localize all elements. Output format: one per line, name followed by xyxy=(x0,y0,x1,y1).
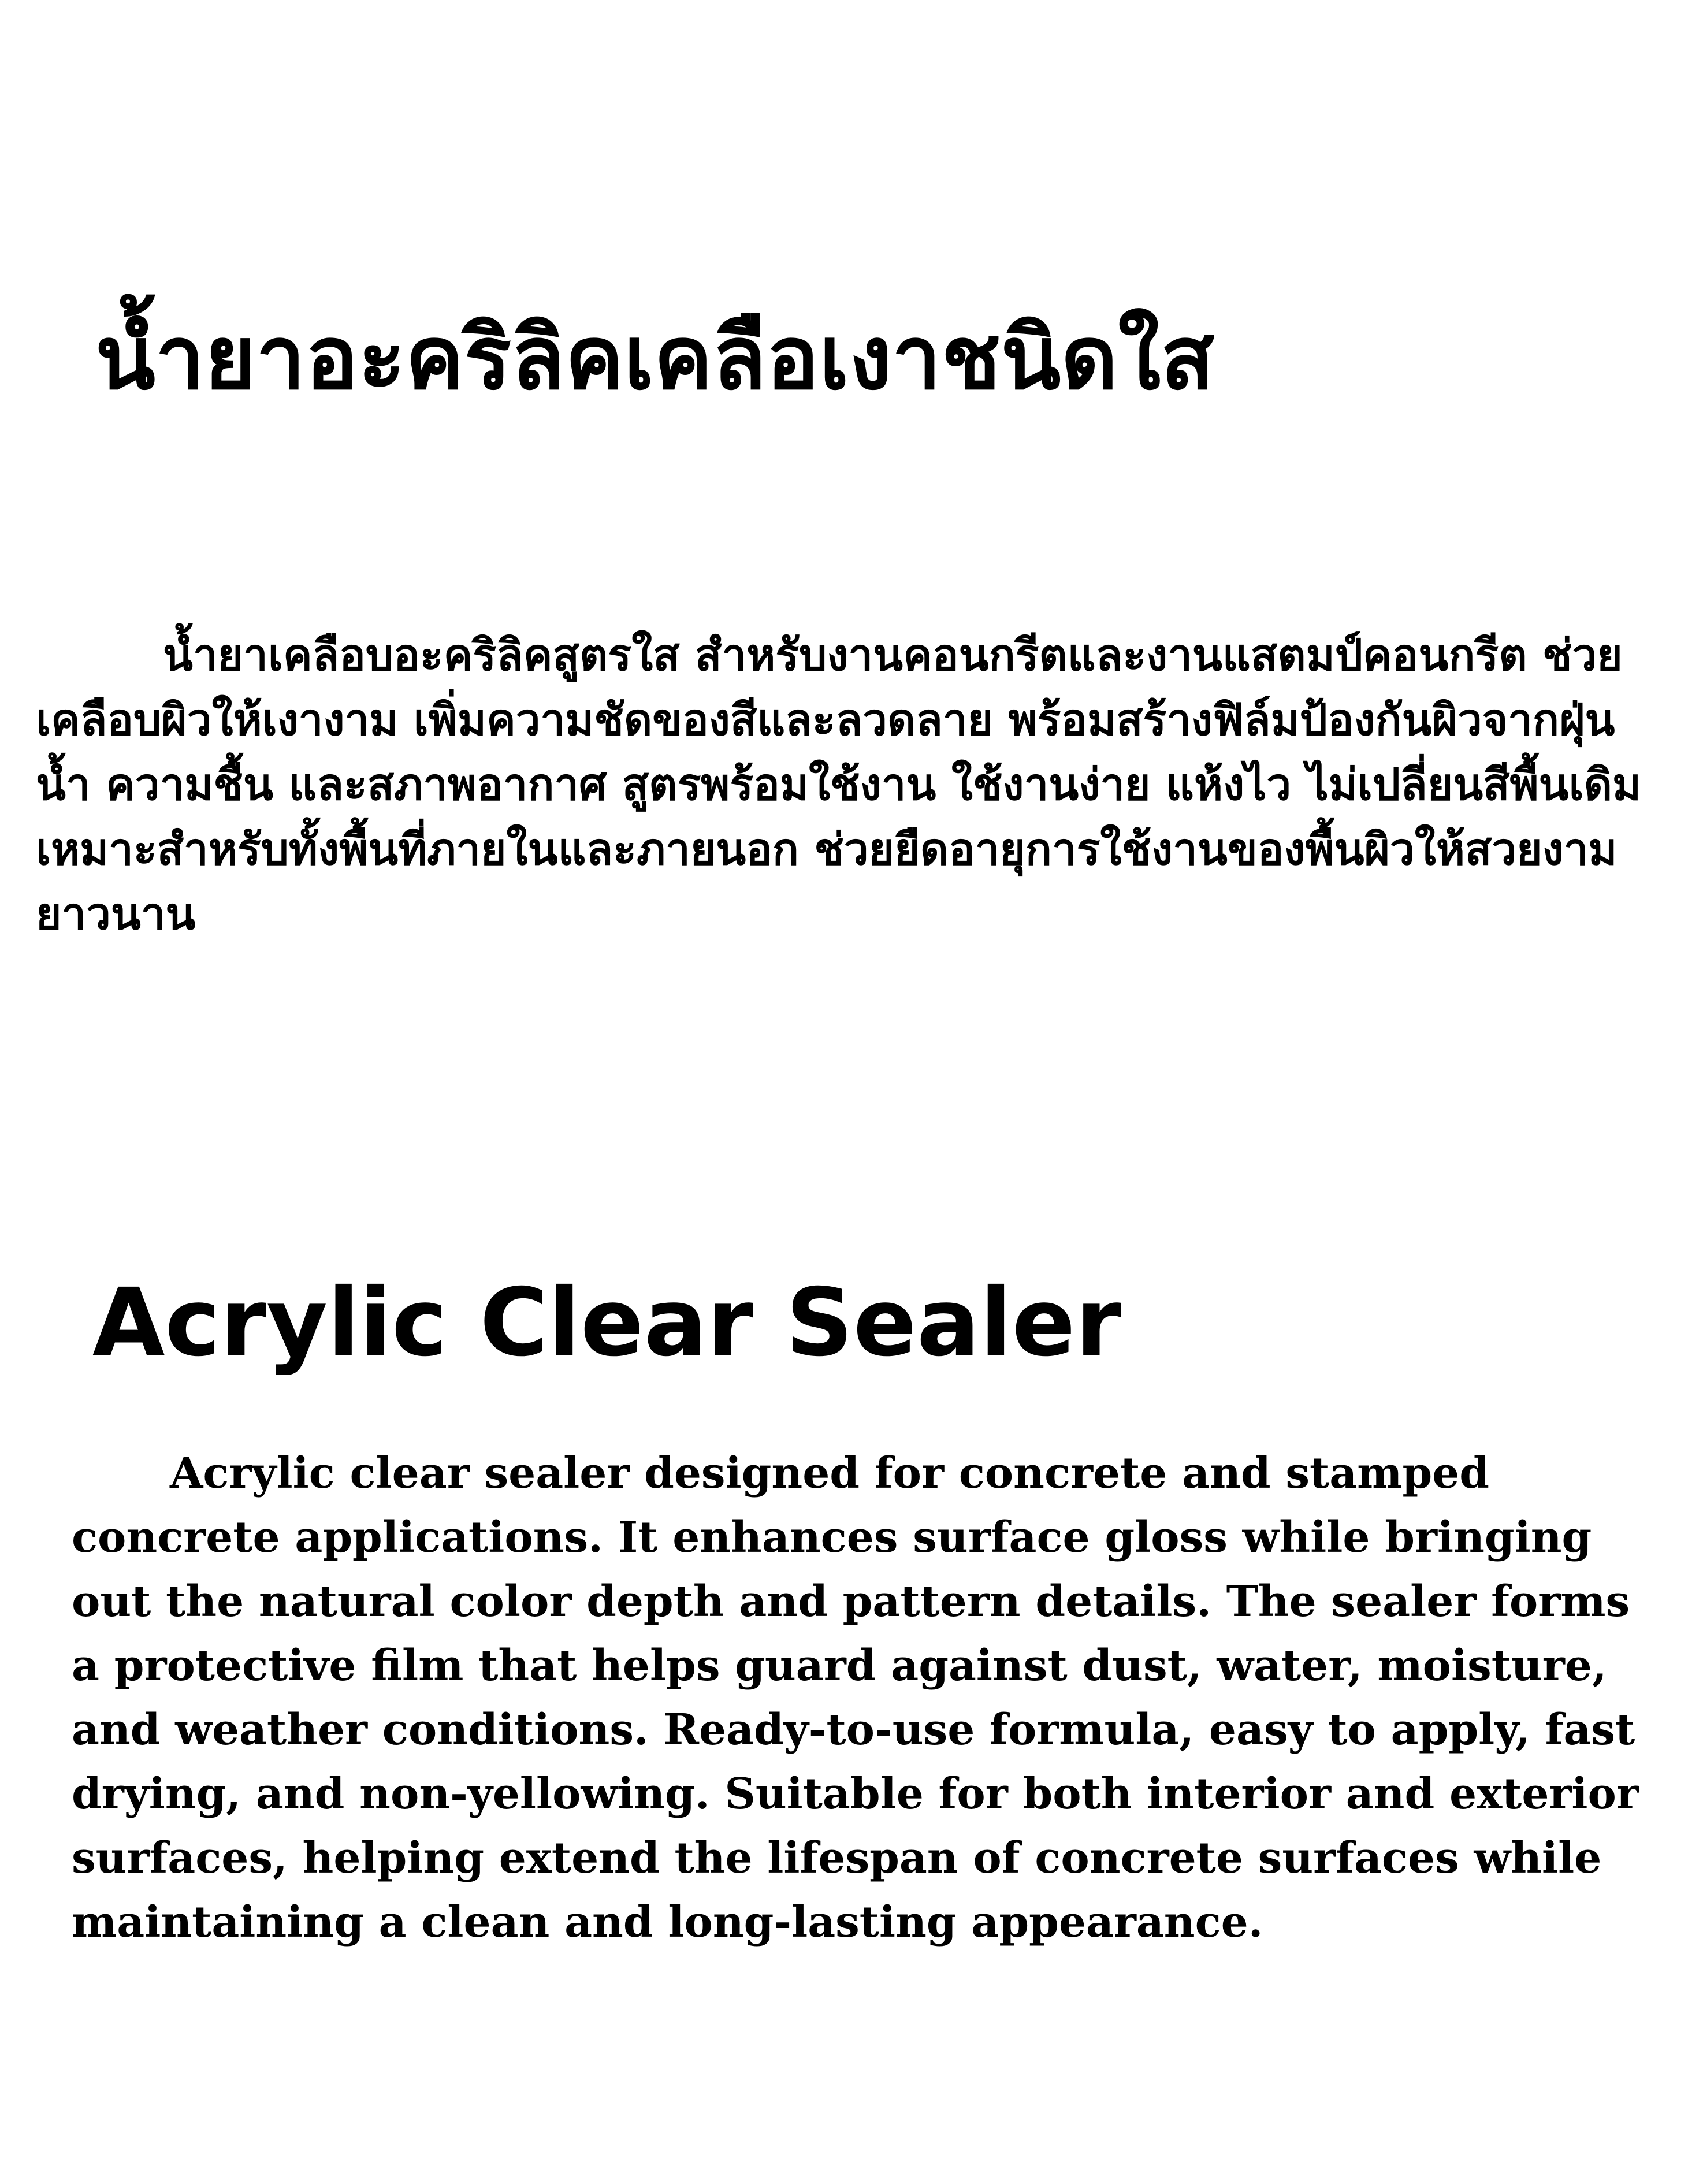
english-description: Acrylic clear sealer designed for concrete and stamped concrete applications. It enhances surface gloss while bringing out the natural color depth and pattern details. The sealer forms a protective film that helps guard against dust, water, moisture, and weather conditions. Ready-to-use formula, easy to apply, fast drying, and non-yellowing. Suitable for both interior and exterior surfaces, helping extend the lifespan of concrete surfaces while maintaining a clean and long-lasting appearance. xyxy=(72,1448,1639,1947)
english-title: Acrylic Clear Sealer xyxy=(92,1269,1122,1377)
thai-title: น้ำยาอะคริลิคเคลือเงาชนิดใส xyxy=(95,307,1215,409)
thai-description: น้ำยาเคลือบอะคริลิคสูตรใส สำหรับงานคอนกรีตและงานแสตมป์คอนกรีต ช่วยเคลือบผิวให้เงางาม เพิ่มความชัดของสีและลวดลาย พร้อมสร้างฟิล์มป้องกันผิวจากฝุ่น น้ำ ความชื้น และสภาพอากาศ สูตรพร้อมใช้งาน ใช้งานง่าย แห้งไว ไม่เปลี่ยนสีพื้นเดิม เหมาะสำหรับทั้งพื้นที่ภายในและภายนอก ช่วยยืดอายุการใช้งานของพื้นผิวให้สวยงามยาวนาน xyxy=(36,629,1642,939)
